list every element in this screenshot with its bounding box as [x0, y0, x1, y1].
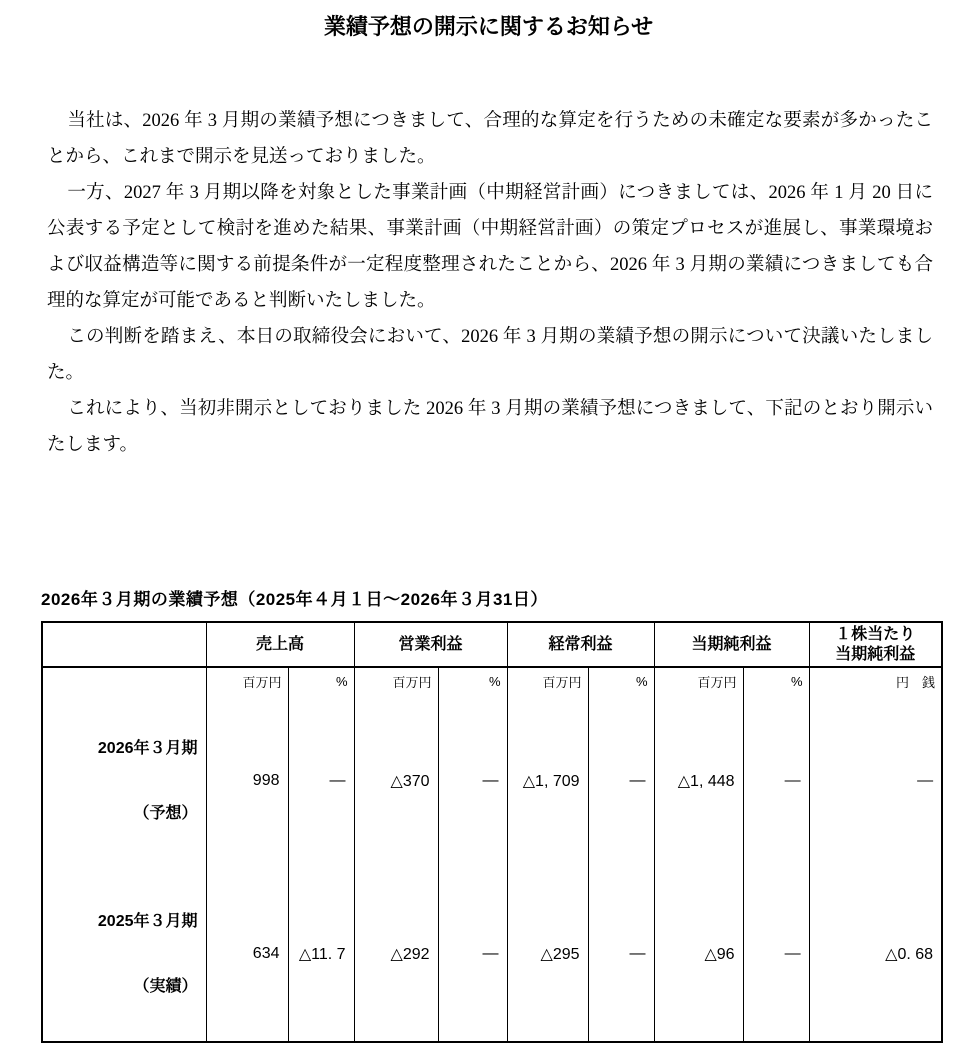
table-row-fy2026-forecast [42, 695, 942, 868]
unit-cell: % [438, 667, 507, 695]
body-text-block [47, 103, 933, 463]
value-cell-net-sales: 634 [206, 868, 288, 1042]
row-label-type: （実績） [133, 977, 198, 995]
value-cell-operating-profit: △370 [354, 695, 438, 868]
value-cell-ordinary-profit-pct: — [588, 695, 654, 868]
header-net-sales: 売上高 [206, 622, 354, 667]
table-units-row [42, 667, 942, 695]
value-cell-ordinary-profit: △1, 709 [507, 695, 588, 868]
value-cell-eps: △0. 68 [809, 868, 942, 1042]
row-label-fy2025-actual [42, 868, 206, 1042]
value-cell-ordinary-profit-pct: — [588, 868, 654, 1042]
earnings-forecast-table [41, 621, 943, 1043]
paragraph-2: 一方、2027 年 3 月期以降を対象とした事業計画（中期経営計画）につきましては、2026 年 1 月 20 日に公表する予定として検討を進めた結果、事業計画（中期経営計画）の策定プロセスが進展し、事業環境および収益構造等に関する前提条件が一定程度整理されたことから、2026 年 3 月期の業績につきましても合理的な算定が可能であると判断いたしました。 [47, 183, 933, 311]
document-title: 業績予想の開示に関するお知らせ [323, 14, 654, 39]
value-cell-net-profit-pct: — [743, 868, 809, 1042]
unit-cell: 百万円 [206, 667, 288, 695]
paragraph-3: この判断を踏まえ、本日の取締役会において、2026 年 3 月期の業績予想の開示について決議いたしました。 [47, 327, 933, 383]
unit-cell: 百万円 [507, 667, 588, 695]
table-caption: 2026年３月期の業績予想（2025年４月１日～2026年３月31日） [41, 590, 548, 609]
value-cell-operating-profit-pct: — [438, 868, 507, 1042]
row-label-fy2026-forecast [42, 695, 206, 868]
value-cell-net-sales-pct: △11. 7 [288, 868, 354, 1042]
paragraph-4: これにより、当初非開示としておりました 2026 年 3 月期の業績予想につきまして、下記のとおり開示いたします。 [47, 399, 933, 455]
units-empty-cell [42, 667, 206, 695]
header-eps-line1: １株当たり [835, 625, 916, 643]
row-label-type: （予想） [133, 804, 198, 822]
unit-cell: % [743, 667, 809, 695]
header-ordinary-profit: 経常利益 [507, 622, 654, 667]
value-cell-operating-profit: △292 [354, 868, 438, 1042]
unit-cell: % [588, 667, 654, 695]
table-header-row [42, 622, 942, 667]
header-empty-cell [42, 622, 206, 667]
value-cell-net-sales-pct: — [288, 695, 354, 868]
row-label-period: 2026年３月期 [97, 740, 198, 758]
unit-cell: 百万円 [654, 667, 743, 695]
table-row-fy2025-actual [42, 868, 942, 1042]
value-cell-operating-profit-pct: — [438, 695, 507, 868]
header-eps [809, 622, 942, 667]
value-cell-ordinary-profit: △295 [507, 868, 588, 1042]
row-label-period: 2025年３月期 [97, 912, 198, 930]
value-cell-eps: — [809, 695, 942, 868]
paragraph-1: 当社は、2026 年 3 月期の業績予想につきまして、合理的な算定を行うための未確定な要素が多かったことから、これまで開示を見送っておりました。 [47, 111, 933, 167]
header-eps-line2: 当期純利益 [835, 645, 916, 663]
unit-cell: 円 銭 [809, 667, 942, 695]
unit-cell: 百万円 [354, 667, 438, 695]
header-operating-profit: 営業利益 [354, 622, 507, 667]
value-cell-net-sales: 998 [206, 695, 288, 868]
header-net-profit: 当期純利益 [654, 622, 809, 667]
value-cell-net-profit: △96 [654, 868, 743, 1042]
unit-cell: % [288, 667, 354, 695]
value-cell-net-profit-pct: — [743, 695, 809, 868]
value-cell-net-profit: △1, 448 [654, 695, 743, 868]
